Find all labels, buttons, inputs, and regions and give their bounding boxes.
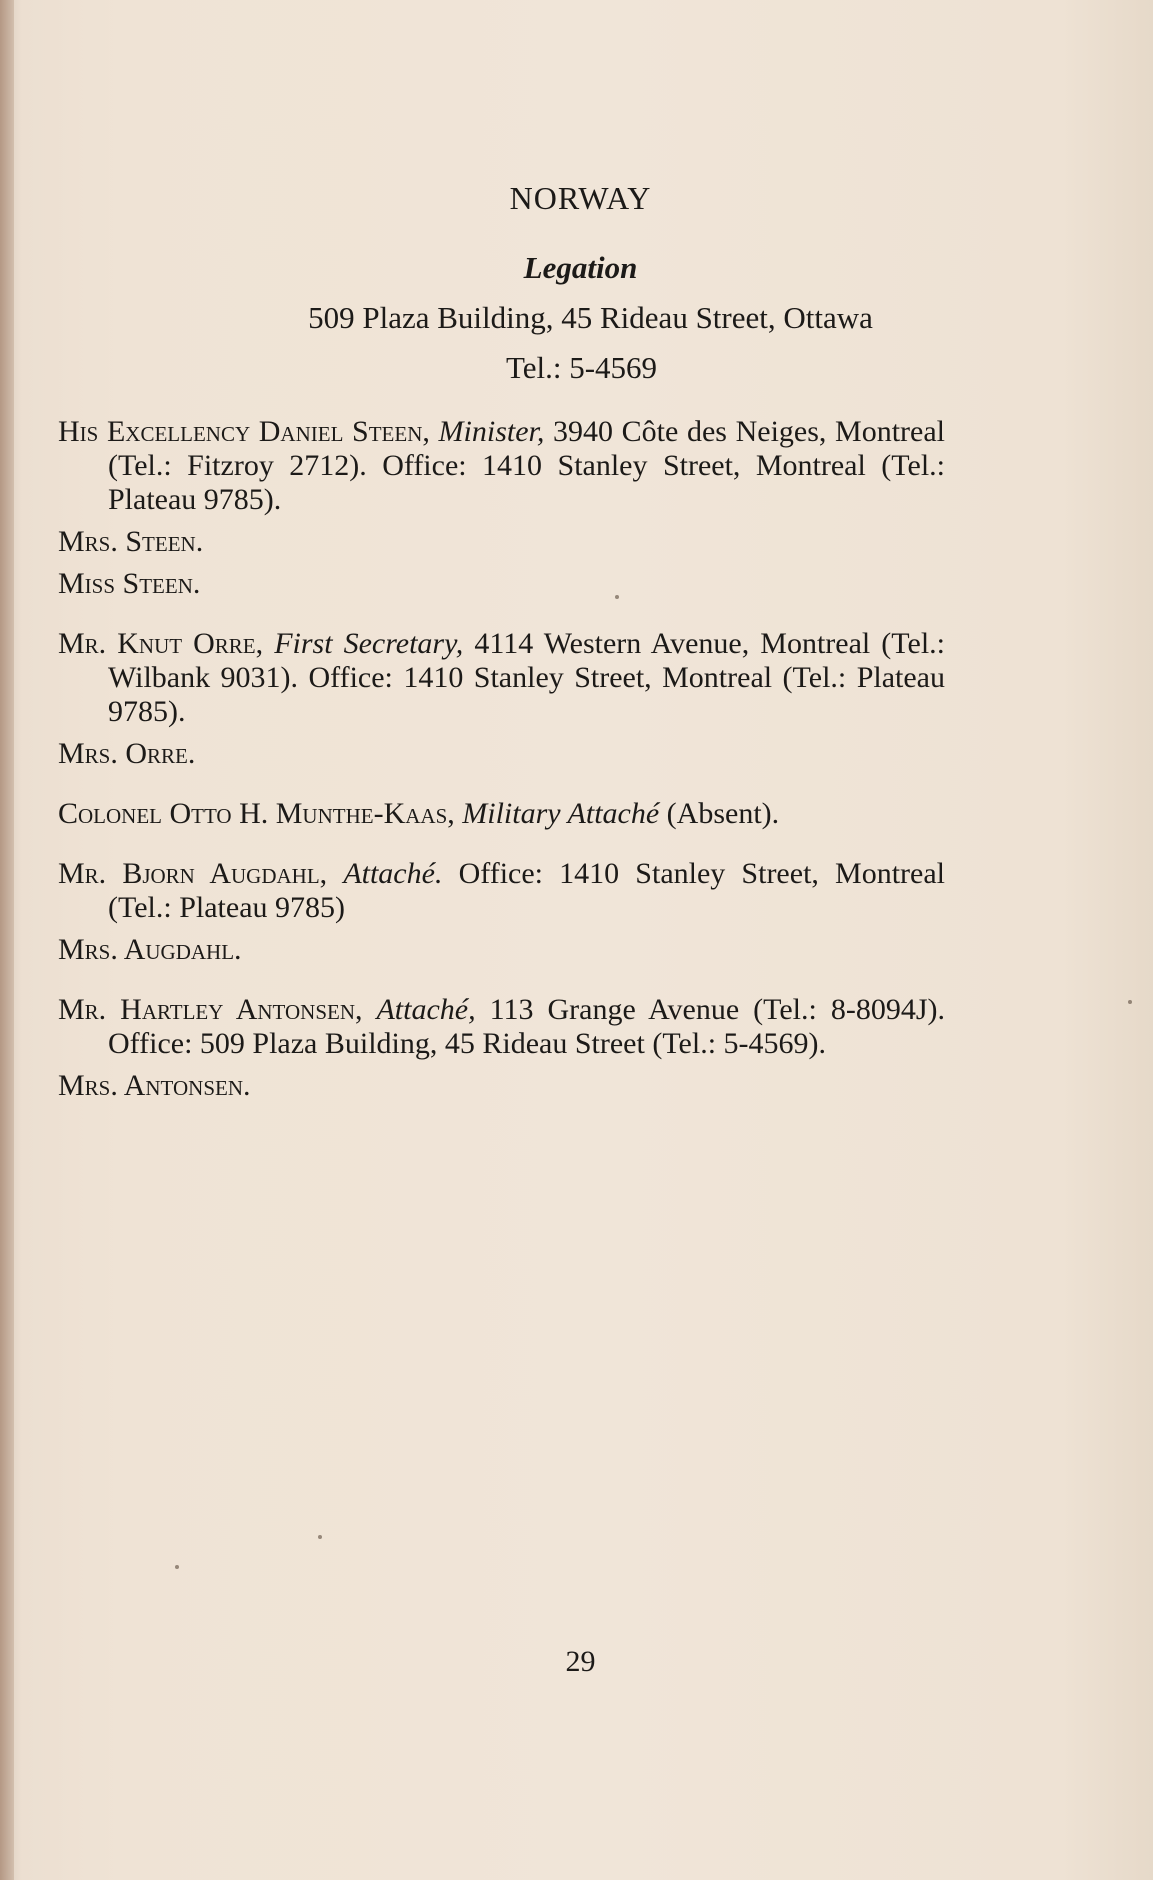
entry-name: Mr. Hartley Antonsen, bbox=[58, 993, 363, 1026]
paper-speck bbox=[175, 1565, 179, 1569]
entry-first-secretary bbox=[58, 627, 945, 771]
entry-title: First Secretary, bbox=[274, 627, 464, 660]
entry-text bbox=[58, 415, 945, 517]
family-member: Mrs. Augdahl. bbox=[58, 933, 242, 966]
entry-name: Mr. Knut Orre, bbox=[58, 627, 264, 660]
legation-address: 509 Plaza Building, 45 Rideau Street, Ottawa bbox=[308, 300, 873, 335]
paper-speck bbox=[615, 595, 619, 599]
entry-name: Colonel Otto H. Munthe-Kaas, bbox=[58, 797, 455, 830]
page-number: 29 bbox=[565, 1645, 596, 1678]
entry-minister bbox=[58, 415, 945, 601]
entry-title: Military Attaché bbox=[462, 797, 660, 830]
entry-text bbox=[58, 627, 945, 729]
entry-name: His Excellency Daniel Steen, bbox=[58, 415, 430, 448]
legation-telephone: Tel.: 5-4569 bbox=[505, 350, 658, 385]
entry-title: Attaché, bbox=[376, 993, 476, 1026]
entry-attache-antonsen bbox=[58, 993, 945, 1103]
entry-details: (Absent). bbox=[666, 797, 780, 830]
legation-subheading: Legation bbox=[523, 250, 638, 285]
family-member: Miss Steen. bbox=[58, 567, 201, 600]
family-member: Mrs. Antonsen. bbox=[58, 1069, 251, 1102]
paper-speck bbox=[318, 1535, 322, 1539]
family-member: Mrs. Steen. bbox=[58, 525, 204, 558]
entry-attache-augdahl bbox=[58, 857, 945, 967]
entry-military-attache bbox=[58, 797, 945, 831]
entry-text bbox=[58, 797, 945, 831]
entry-title: Attaché. bbox=[343, 857, 443, 890]
entry-text bbox=[58, 993, 945, 1061]
personnel-list bbox=[58, 415, 945, 1129]
entry-name: Mr. Bjorn Augdahl, bbox=[58, 857, 328, 890]
entry-details: 3940 Côte des Neiges, Montreal (Tel.: Fitzroy 2712). Office: 1410 Stanley Street, Montreal (Tel.: Plateau 9785). bbox=[108, 415, 945, 516]
entry-details: Office: 1410 Stanley Street, Montreal (Tel.: Plateau 9785) bbox=[108, 857, 946, 924]
entry-details: 4114 Western Avenue, Montreal (Tel.: Wilbank 9031). Office: 1410 Stanley Street, Montreal (Tel.: Plateau 9785). bbox=[108, 627, 946, 728]
country-heading: NORWAY bbox=[509, 180, 652, 216]
entry-text bbox=[58, 857, 945, 925]
family-member: Mrs. Orre. bbox=[58, 737, 196, 770]
entry-title: Minister, bbox=[438, 415, 545, 448]
entry-details: 113 Grange Avenue (Tel.: 8-8094J). Office: 509 Plaza Building, 45 Rideau Street (Tel.: 5-4569). bbox=[108, 993, 945, 1060]
paper-speck bbox=[1128, 1000, 1132, 1004]
